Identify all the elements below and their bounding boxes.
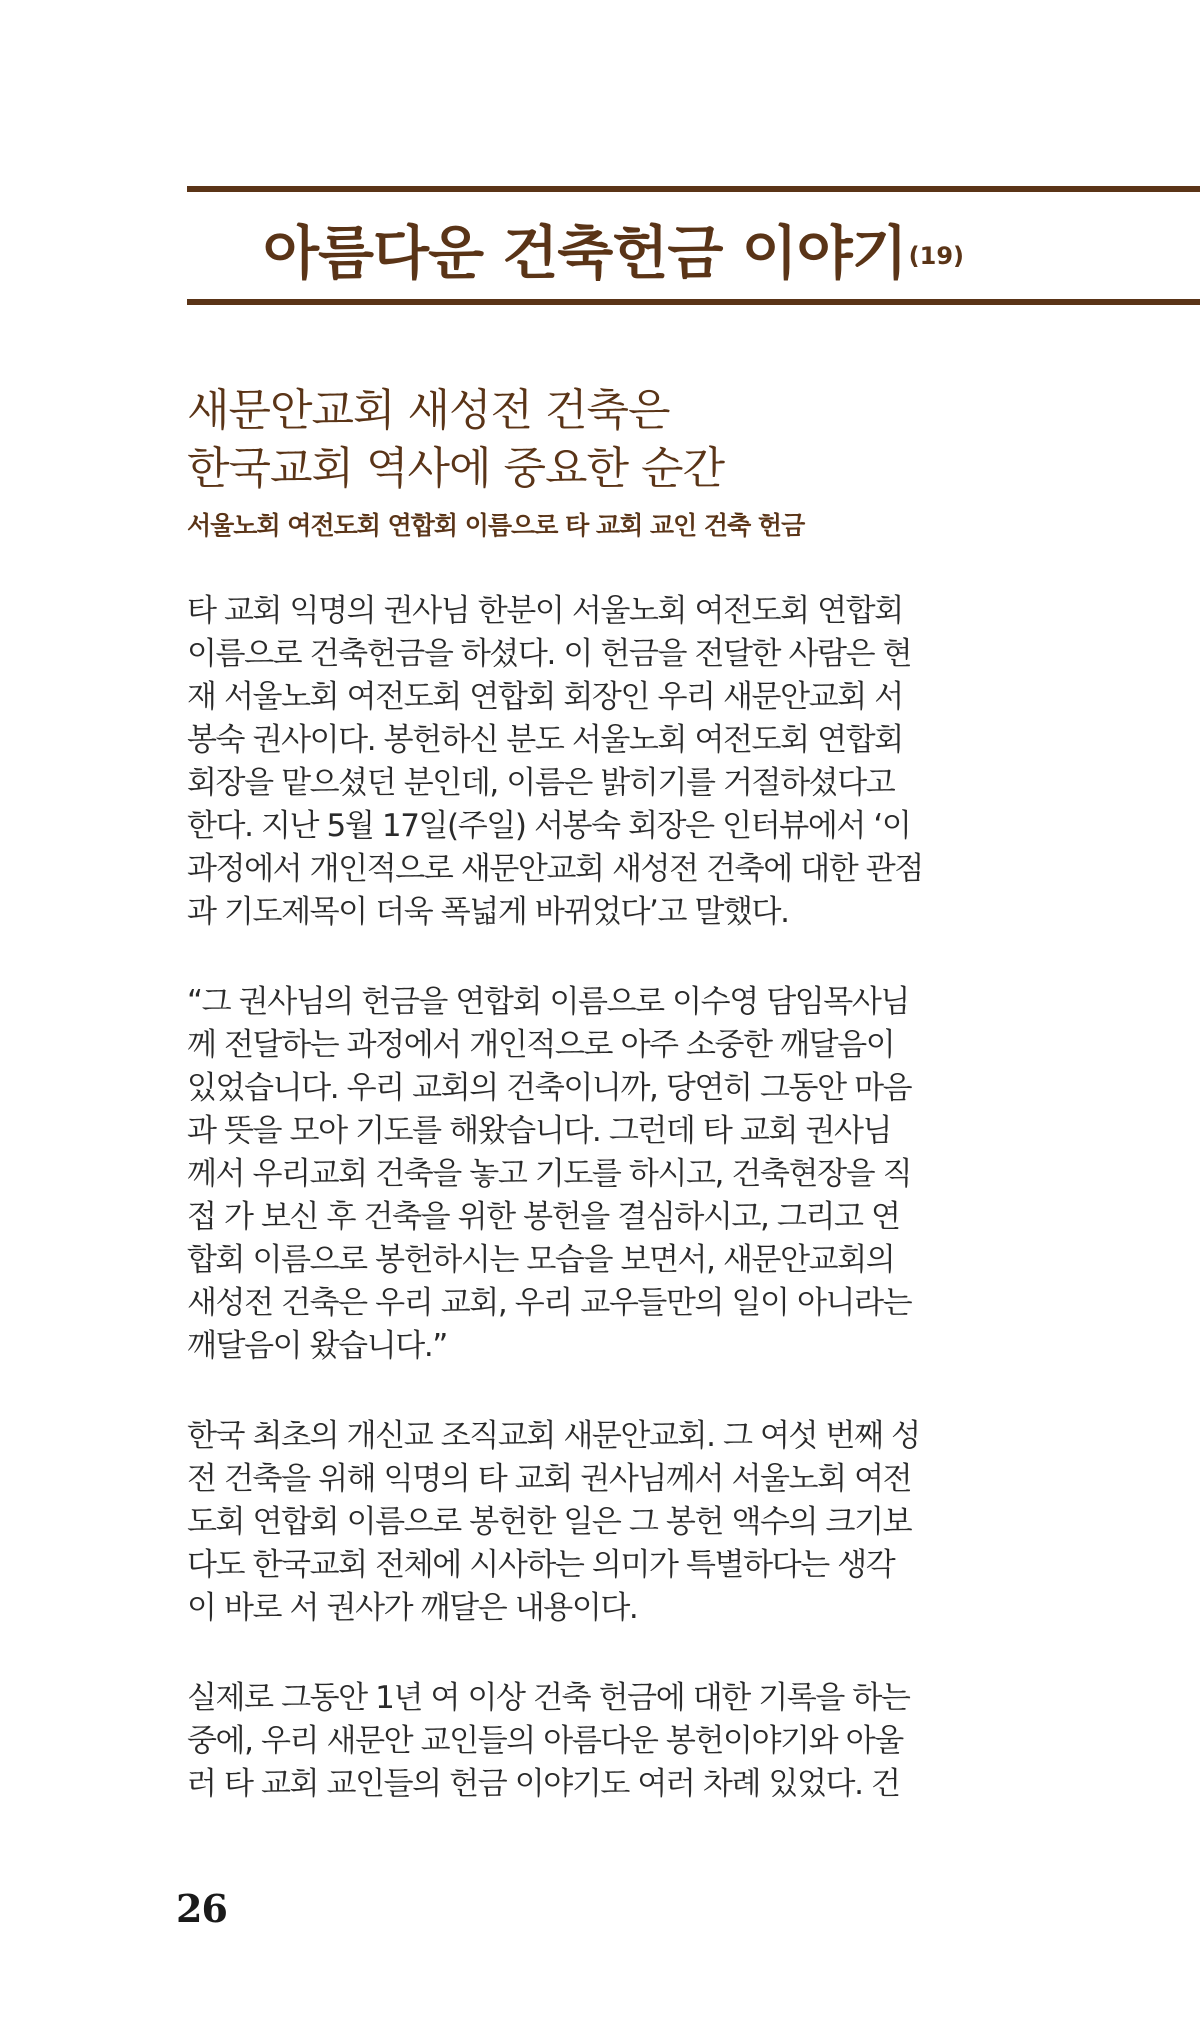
article-body — [187, 590, 1013, 1853]
paragraph-line: 봉숙 권사이다. 봉헌하신 분도 서울노회 여전도회 연합회 — [187, 722, 903, 758]
paragraph-line: 과정에서 개인적으로 새문안교회 새성전 건축에 대한 관점 — [187, 851, 923, 887]
paragraph-line: 접 가 보신 후 건축을 위한 봉헌을 결심하시고, 그리고 연 — [187, 1199, 900, 1235]
masthead-bottom-rule — [187, 299, 1200, 305]
masthead — [187, 200, 1200, 296]
paragraph-line: 실제로 그동안 1년 여 이상 건축 헌금에 대한 기록을 하는 — [187, 1680, 910, 1716]
paragraph-line: 새성전 건축은 우리 교회, 우리 교우들만의 일이 아니라는 — [187, 1285, 912, 1321]
paragraph-line: 이 바로 서 권사가 깨달은 내용이다. — [187, 1590, 638, 1626]
article-headline — [187, 382, 1017, 498]
paragraph-line: 러 타 교회 교인들의 헌금 이야기도 여러 차례 있었다. 건 — [187, 1766, 900, 1802]
paragraph-line: 타 교회 익명의 권사님 한분이 서울노회 여전도회 연합회 — [187, 593, 903, 629]
article-subheadline: 서울노회 여전도회 연합회 이름으로 타 교회 교인 건축 헌금 — [187, 511, 805, 540]
headline-line: 한국교회 역사에 중요한 순간 — [187, 443, 725, 494]
paragraph-line: 재 서울노회 여전도회 연합회 회장인 우리 새문안교회 서 — [187, 679, 903, 715]
paragraph-line: 전 건축을 위해 익명의 타 교회 권사님께서 서울노회 여전 — [187, 1461, 912, 1497]
article-paragraph — [187, 1677, 1013, 1806]
paragraph-line: 회장을 맡으셨던 분인데, 이름은 밝히기를 거절하셨다고 — [187, 765, 895, 801]
masthead-title: 아름다운 건축헌금 이야기 — [262, 219, 907, 287]
paragraph-line: 한다. 지난 5월 17일(주일) 서봉숙 회장은 인터뷰에서 ‘이 — [187, 808, 911, 844]
paragraph-line: 있었습니다. 우리 교회의 건축이니까, 당연히 그동안 마음 — [187, 1070, 912, 1106]
headline-line: 새문안교회 새성전 건축은 — [187, 385, 670, 436]
page-number: 26 — [176, 1886, 227, 1931]
paragraph-line: 깨달음이 왔습니다.” — [187, 1328, 447, 1364]
paragraph-line: 합회 이름으로 봉헌하시는 모습을 보면서, 새문안교회의 — [187, 1242, 895, 1278]
paragraph-line: 께 전달하는 과정에서 개인적으로 아주 소중한 깨달음이 — [187, 1027, 895, 1063]
paragraph-line: 중에, 우리 새문안 교인들의 아름다운 봉헌이야기와 아울 — [187, 1723, 903, 1759]
paragraph-line: 께서 우리교회 건축을 놓고 기도를 하시고, 건축현장을 직 — [187, 1156, 912, 1192]
paragraph-line: 과 뜻을 모아 기도를 해왔습니다. 그런데 타 교회 권사님 — [187, 1113, 892, 1149]
paragraph-line: 한국 최초의 개신교 조직교회 새문안교회. 그 여섯 번째 성 — [187, 1418, 920, 1454]
masthead-top-rule — [187, 186, 1200, 192]
article-paragraph — [187, 981, 1013, 1368]
article-paragraph — [187, 1415, 1013, 1630]
paragraph-line: 이름으로 건축헌금을 하셨다. 이 헌금을 전달한 사람은 현 — [187, 636, 912, 672]
masthead-series-number: (19) — [908, 242, 965, 270]
paragraph-line: 도회 연합회 이름으로 봉헌한 일은 그 봉헌 액수의 크기보 — [187, 1504, 912, 1540]
paragraph-line: 과 기도제목이 더욱 폭넓게 바뀌었다’고 말했다. — [187, 894, 789, 930]
article-paragraph — [187, 590, 1013, 934]
paragraph-line: 다도 한국교회 전체에 시사하는 의미가 특별하다는 생각 — [187, 1547, 895, 1583]
paragraph-line: “그 권사님의 헌금을 연합회 이름으로 이수영 담임목사님 — [187, 984, 909, 1020]
